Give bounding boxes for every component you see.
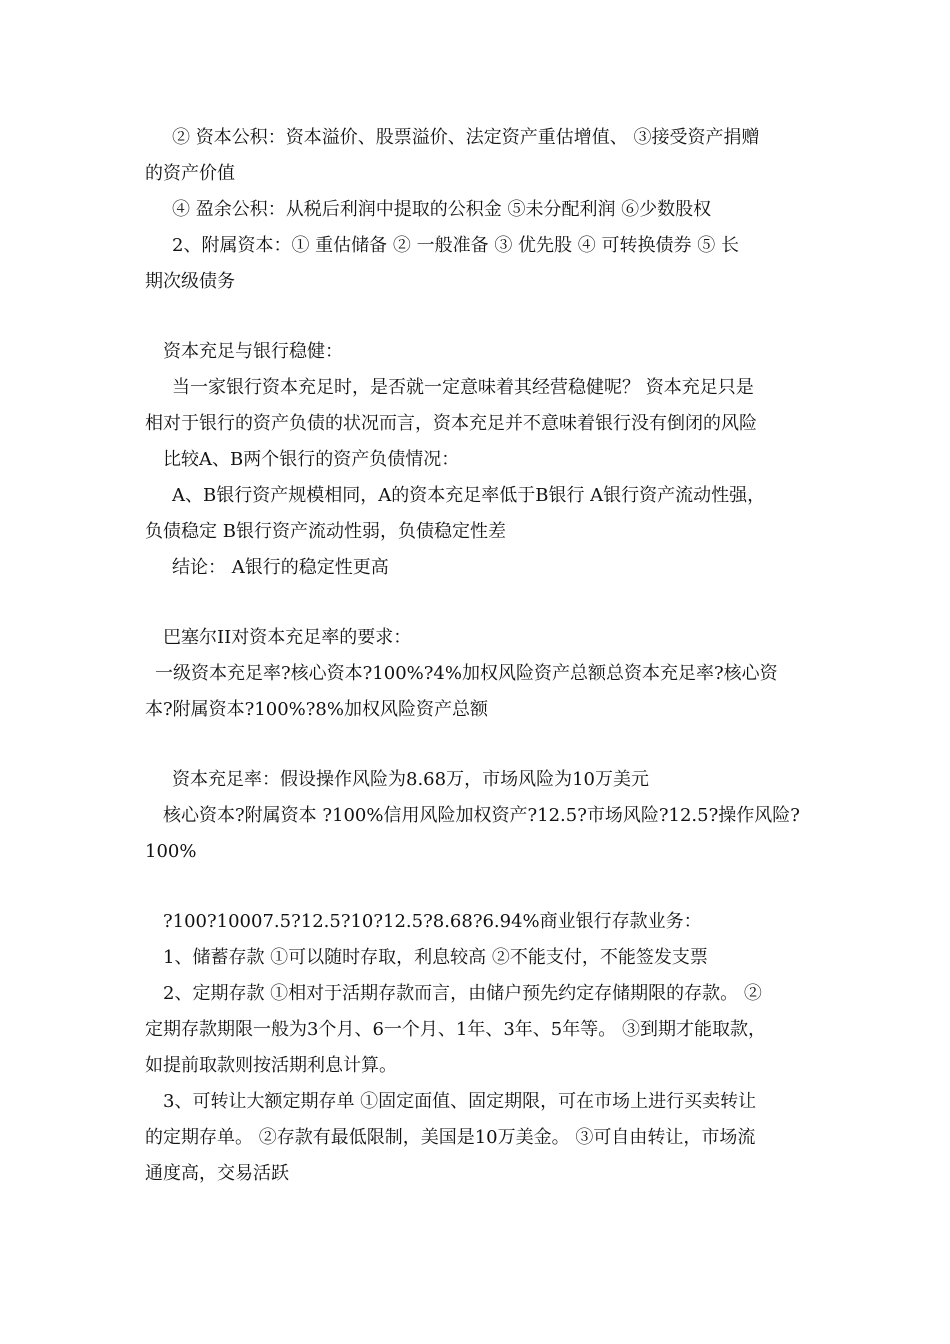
text-line: 3、可转让大额定期存单 ①固定面值、固定期限，可在市场上进行买卖转让	[163, 1091, 757, 1112]
text-line: 负债稳定 B银行资产流动性弱，负债稳定性差	[145, 521, 506, 542]
text-line: 结论： A银行的稳定性更高	[172, 557, 389, 578]
text-line: ④ 盈余公积：从税后利润中提取的公积金 ⑤未分配利润 ⑥少数股权	[172, 199, 712, 220]
text-line: 资本充足率：假设操作风险为8.68万，市场风险为10万美元	[172, 769, 649, 790]
text-line: 的定期存单。 ②存款有最低限制，美国是10万美金。 ③可自由转让，市场流	[145, 1127, 756, 1148]
text-line: 核心资本?附属资本 ?100%信用风险加权资产?12.5?市场风险?12.5?操作风险?	[163, 805, 800, 826]
text-line: 定期存款期限一般为3个月、6一个月、1年、3年、5年等。 ③到期才能取款，	[145, 1019, 766, 1040]
text-line: A、B银行资产规模相同，A的资本充足率低于B银行 A银行资产流动性强，	[172, 485, 766, 506]
text-line: 当一家银行资本充足时，是否就一定意味着其经营稳健呢？ 资本充足只是	[172, 377, 754, 398]
text-line: 1、储蓄存款 ①可以随时存取，利息较高 ②不能支付，不能签发支票	[163, 947, 708, 968]
text-line: 100%	[145, 841, 197, 862]
text-line: 2、附属资本：① 重估储备 ② 一般准备 ③ 优先股 ④ 可转换债券 ⑤ 长	[172, 235, 739, 256]
text-line: 一级资本充足率?核心资本?100%?4%加权风险资产总额总资本充足率?核心资	[155, 663, 778, 684]
text-line: ② 资本公积：资本溢价、股票溢价、法定资产重估增值、 ③接受资产捐赠	[172, 127, 760, 148]
text-line: 如提前取款则按活期利息计算。	[145, 1055, 397, 1076]
text-line: 本?附属资本?100%?8%加权风险资产总额	[145, 699, 488, 720]
text-line: 的资产价值	[145, 163, 235, 184]
text-line: 相对于银行的资产负债的状况而言，资本充足并不意味着银行没有倒闭的风险	[145, 413, 757, 434]
section-heading: 巴塞尔II对资本充足率的要求：	[163, 627, 412, 648]
text-line: 期次级债务	[145, 271, 235, 292]
section-heading: 资本充足与银行稳健：	[163, 341, 343, 362]
text-line: ?100?10007.5?12.5?10?12.5?8.68?6.94%商业银行存款业务：	[163, 911, 702, 932]
text-line: 通度高，交易活跃	[145, 1163, 289, 1184]
text-line: 比较A、B两个银行的资产负债情况：	[163, 449, 460, 470]
text-line: 2、定期存款 ①相对于活期存款而言，由储户预先约定存储期限的存款。 ②	[163, 983, 762, 1004]
